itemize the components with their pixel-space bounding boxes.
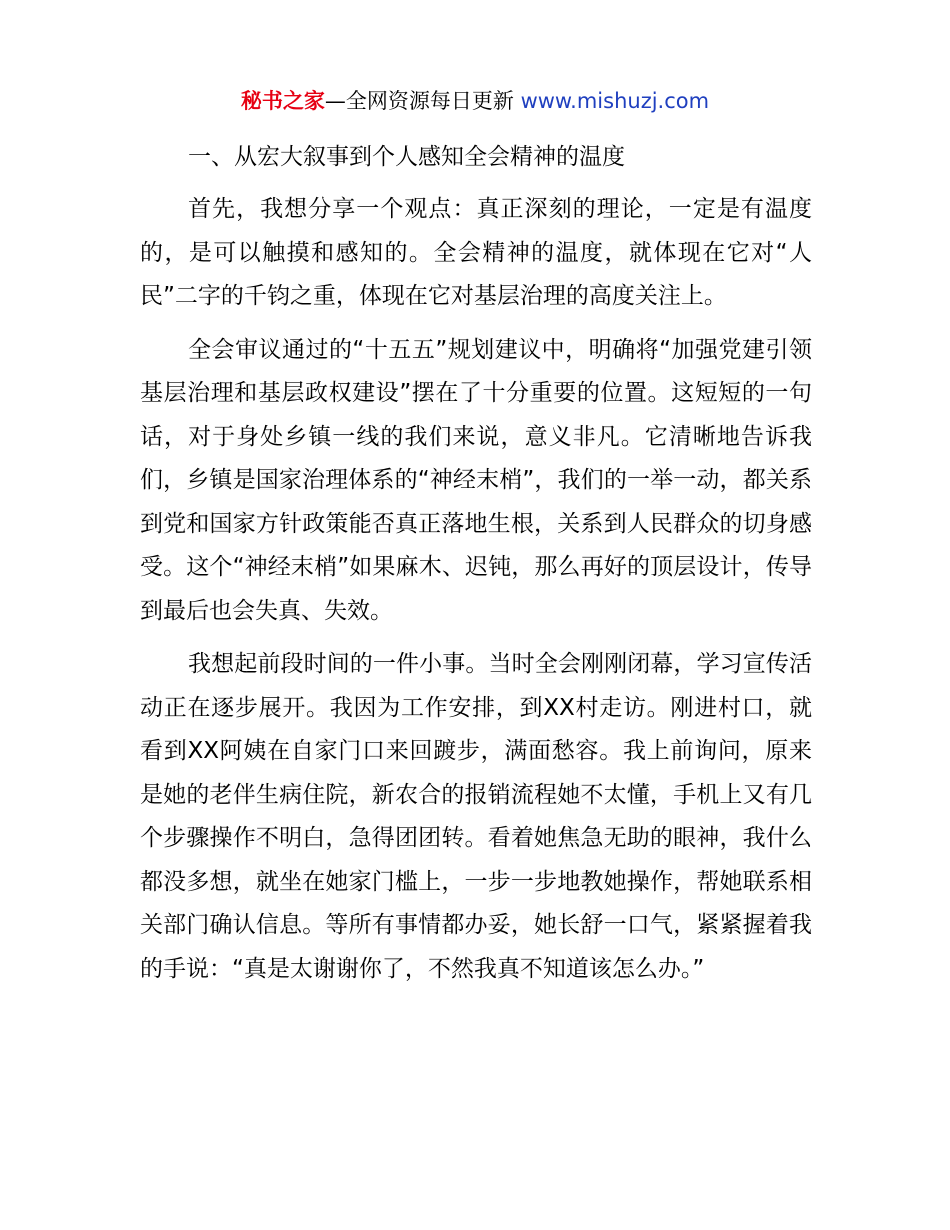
site-header: [0, 84, 950, 118]
paragraph-2: 全会审议通过的“十五五”规划建议中，明确将“加强党建引领基层治理和基层政权建设”摆在了十分重要的位置。这短短的一句话，对于身处乡镇一线的我们来说，意义非凡。它清晰地告诉我们，乡镇是国家治理体系的“神经末梢”，我们的一举一动，都关系到党和国家方针政策能否真正落地生根，关系到人民群众的切身感受。这个“神经末梢”如果麻木、迟钝，那么再好的顶层设计，传导到最后也会失真、失效。: [140, 336, 812, 624]
site-tagline: —全网资源每日更新: [324, 89, 521, 113]
section-heading: 一、从宏大叙事到个人感知全会精神的温度: [188, 144, 625, 170]
document-body: [140, 136, 812, 991]
site-brand: 秘书之家: [240, 89, 325, 113]
paragraph-3: 我想起前段时间的一件小事。当时全会刚刚闭幕，学习宣传活动正在逐步展开。我因为工作安排，到XX村走访。刚进村口，就看到XX阿姨在自家门口来回踱步，满面愁容。我上前询问，原来是她的老伴生病住院，新农合的报销流程她不太懂，手机上又有几个步骤操作不明白，急得团团转。看着她焦急无助的眼神，我什么都没多想，就坐在她家门槛上，一步一步地教她操作，帮她联系相关部门确认信息。等所有事情都办妥，她长舒一口气，紧紧握着我的手说：“真是太谢谢你了，不然我真不知道该怎么办。”: [140, 651, 812, 982]
paragraph-1: 首先，我想分享一个观点：真正深刻的理论，一定是有温度的，是可以触摸和感知的。全会精神的温度，就体现在它对“人民”二字的千钧之重，体现在它对基层治理的高度关注上。: [140, 196, 812, 309]
site-url-link[interactable]: www.mishuzj.com: [520, 89, 710, 113]
